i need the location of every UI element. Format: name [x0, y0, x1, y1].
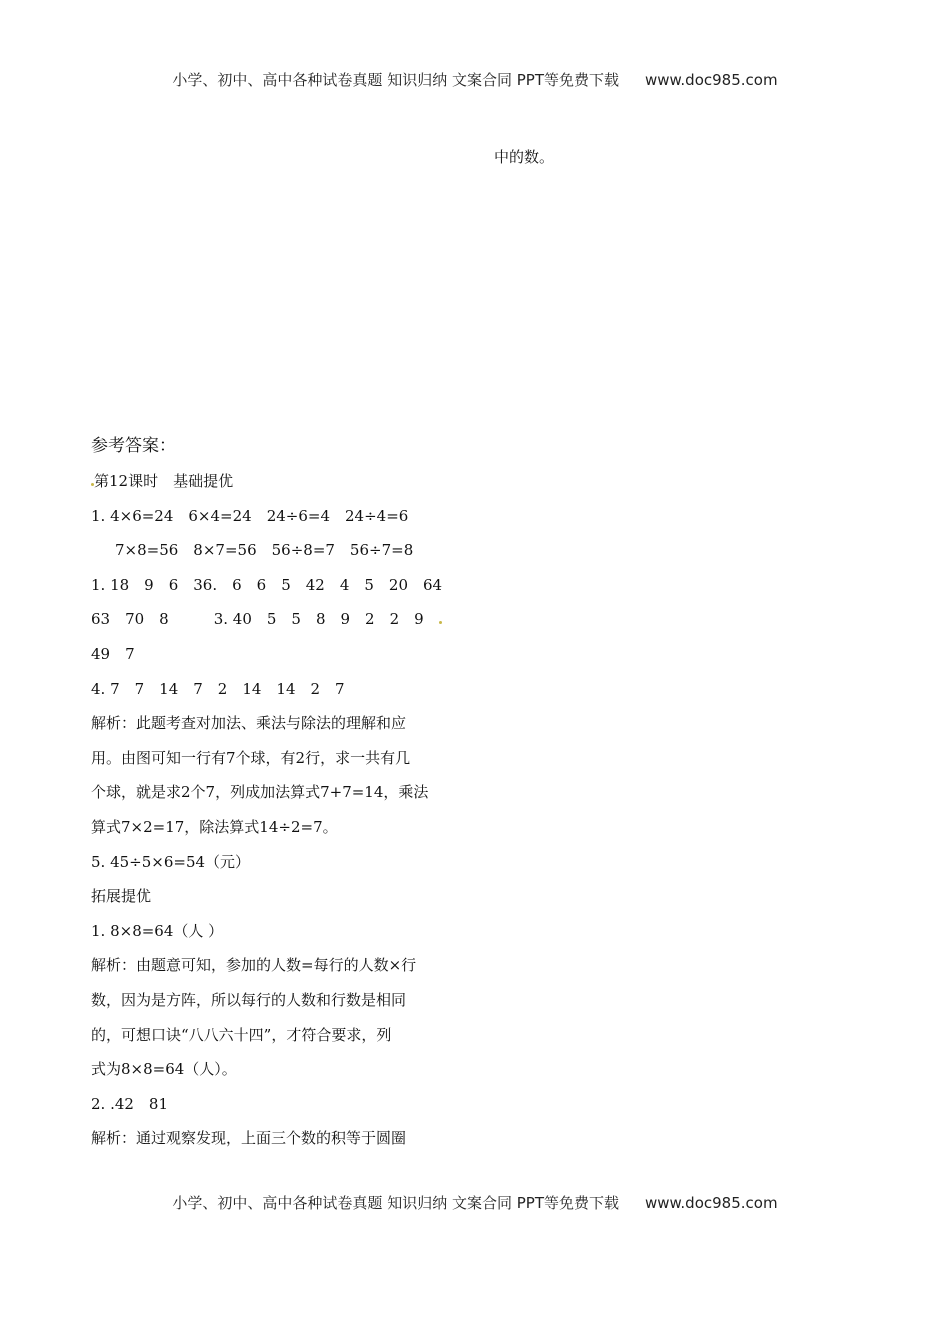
lesson-heading: 第12课时 基础提优 — [91, 464, 471, 499]
footer-site-link[interactable]: www.doc985.com — [644, 1194, 778, 1212]
analysis-line: 解析：由题意可知，参加的人数=每行的人数×行 — [91, 956, 417, 975]
section-heading: 拓展提优 — [91, 887, 152, 906]
page-header — [0, 69, 950, 90]
page-footer — [0, 1192, 950, 1213]
analysis-line: 数，因为是方阵，所以每行的人数和行数是相同 — [91, 990, 407, 1009]
answer-line: 2. .42 81 — [91, 1094, 169, 1113]
answer-line: 7×8=56 8×7=56 56÷8=7 56÷7=8 — [115, 541, 414, 560]
answers-title: 参考答案： — [91, 436, 176, 456]
answer-line: 49 7 — [91, 644, 135, 663]
analysis-line: 解析：此题考查对加法、乘法与除法的理解和应 — [91, 714, 407, 733]
analysis-line: 的，可想口诀“八八六十四”，才符合要求，列 — [91, 1025, 392, 1044]
analysis-line: 解析：通过观察发现，上面三个数的积等于圆圈 — [91, 1129, 407, 1148]
header-site-link[interactable]: www.doc985.com — [644, 71, 778, 89]
footer-text: 小学、初中、高中各种试卷真题 知识归纳 文案合同 PPT等免费下载 — [172, 1194, 619, 1212]
answer-line: 1. 18 9 6 36. 6 6 5 42 4 5 20 64 — [91, 575, 443, 594]
answer-line: 1. 4×6=24 6×4=24 24÷6=4 24÷4=6 — [91, 506, 409, 525]
answer-section — [91, 432, 471, 1156]
continuation-text: 中的数。 — [494, 148, 555, 166]
answer-line: 63 70 8 3. 40 5 5 8 9 2 2 9 — [91, 602, 471, 637]
answer-line: 4. 7 7 14 7 2 14 14 2 7 — [91, 679, 345, 698]
analysis-line: 式为8×8=64（人）。 — [91, 1060, 237, 1079]
header-text: 小学、初中、高中各种试卷真题 知识归纳 文案合同 PPT等免费下载 — [172, 71, 619, 89]
answer-line: 5. 45÷5×6=54（元） — [91, 852, 251, 871]
analysis-line: 算式7×2=17，除法算式14÷2=7。 — [91, 817, 338, 836]
marker-dot — [439, 621, 442, 624]
analysis-line: 用。由图可知一行有7个球，有2行，求一共有几 — [91, 748, 411, 767]
answer-line: 1. 8×8=64（人 ） — [91, 921, 224, 940]
analysis-line: 个球，就是求2个7，列成加法算式7+7=14，乘法 — [91, 783, 429, 802]
